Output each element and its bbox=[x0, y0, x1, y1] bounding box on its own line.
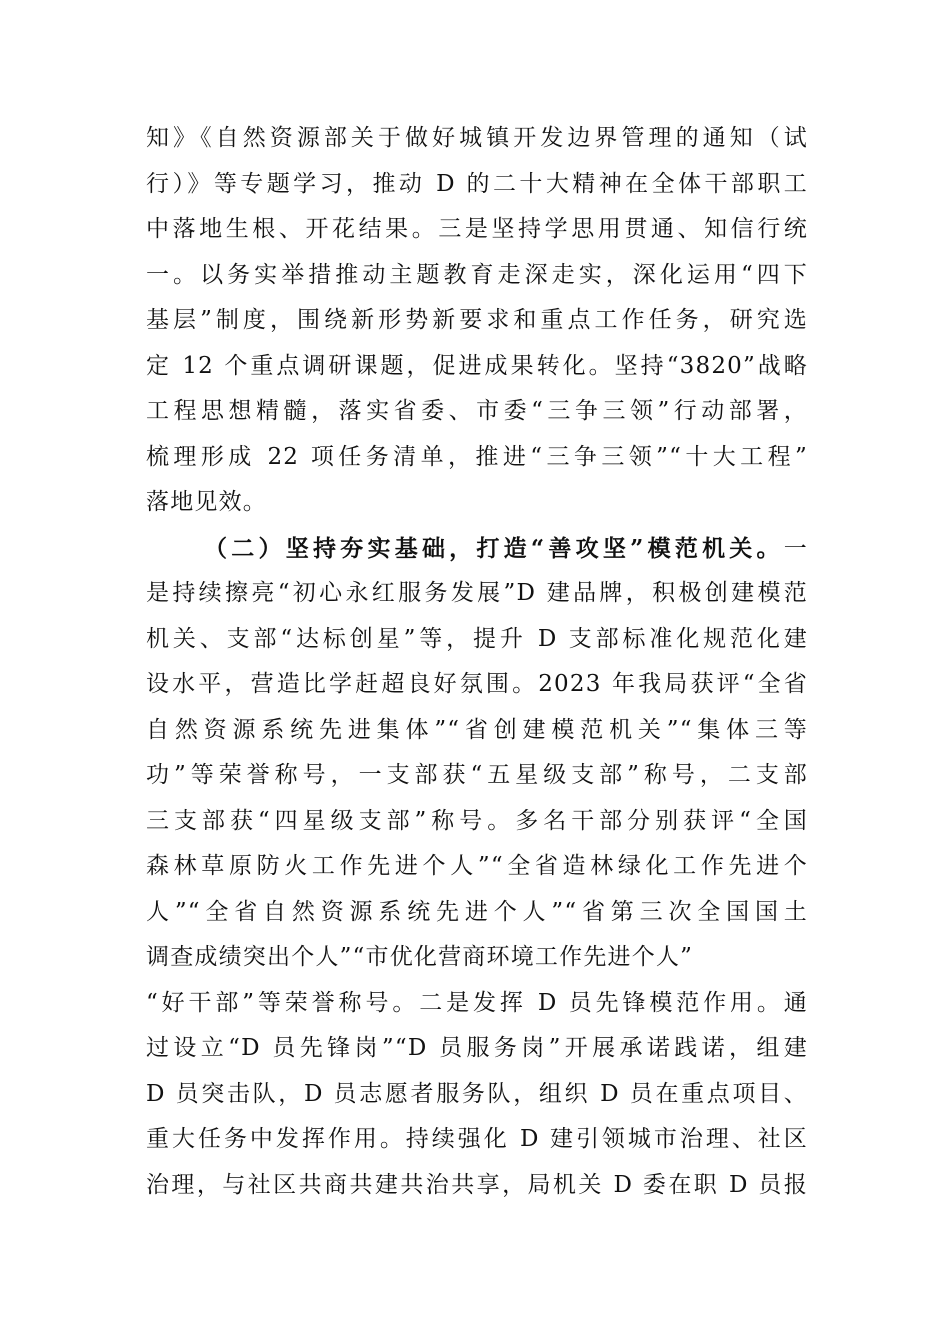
heading-line-continuation: 一 bbox=[783, 535, 808, 562]
text-line: 治理，与社区共商共建共治共享，局机关 D 委在职 D 员报 bbox=[146, 1171, 808, 1198]
document-body bbox=[146, 116, 808, 1208]
text-line: 行）》等专题学习，推动 D 的二十大精神在全体干部职工 bbox=[146, 170, 808, 197]
text-line: 是持续擦亮“初心永红服务发展”D 建品牌，积极创建模范 bbox=[146, 580, 808, 606]
paragraph-2-first-line bbox=[146, 526, 808, 572]
text-line: “好干部”等荣誉称号。二是发挥 D 员先锋模范作用。通 bbox=[146, 989, 808, 1016]
text-line: 三支部获“四星级支部”称号。多名干部分别获评“全国 bbox=[146, 807, 808, 834]
text-line: 过设立“D 员先锋岗”“D 员服务岗”开展承诺践诺，组建 bbox=[146, 1035, 808, 1061]
text-line: 功”等荣誉称号，一支部获“五星级支部”称号，二支部 bbox=[146, 762, 808, 788]
text-line: 梳理形成 22 项任务清单，推进“三争三领”“十大工程” bbox=[146, 443, 808, 470]
text-line: 人”“全省自然资源系统先进个人”“省第三次全国国土 bbox=[146, 898, 808, 925]
text-line: 森林草原防火工作先进个人”“全省造林绿化工作先进个 bbox=[146, 853, 808, 879]
text-line: 落地见效。 bbox=[146, 489, 267, 515]
section-heading: （二）坚持夯实基础，打造“善攻坚”模范机关。 bbox=[204, 534, 784, 562]
text-line: D 员突击队，D 员志愿者服务队，组织 D 员在重点项目、 bbox=[146, 1080, 808, 1107]
text-line: 定 12 个重点调研课题，促进成果转化。坚持“3820”战略 bbox=[146, 352, 808, 379]
text-line: 工程思想精髓，落实省委、市委“三争三领”行动部署， bbox=[146, 398, 808, 424]
text-line: 重大任务中发挥作用。持续强化 D 建引领城市治理、社区 bbox=[146, 1126, 808, 1152]
text-line: 中落地生根、开花结果。三是坚持学思用贯通、知信行统 bbox=[146, 216, 808, 242]
text-line: 基层”制度，围绕新形势新要求和重点工作任务，研究选 bbox=[146, 307, 808, 333]
text-line: 一。以务实举措推动主题教育走深走实，深化运用“四下 bbox=[146, 261, 808, 288]
paragraph-2 bbox=[146, 526, 808, 1209]
text-line: 机关、支部“达标创星”等，提升 D 支部标准化规范化建 bbox=[146, 625, 808, 652]
text-line: 设水平，营造比学赶超良好氛围。2023 年我局获评“全省 bbox=[146, 671, 808, 697]
text-line: 自然资源系统先进集体”“省创建模范机关”“集体三等 bbox=[146, 716, 808, 743]
text-line: 知》《自然资源部关于做好城镇开发边界管理的通知（试 bbox=[146, 125, 808, 151]
text-line: 调查成绩突出个人”“市优化营商环境工作先进个人” bbox=[146, 944, 694, 970]
paragraph-1 bbox=[146, 116, 808, 526]
